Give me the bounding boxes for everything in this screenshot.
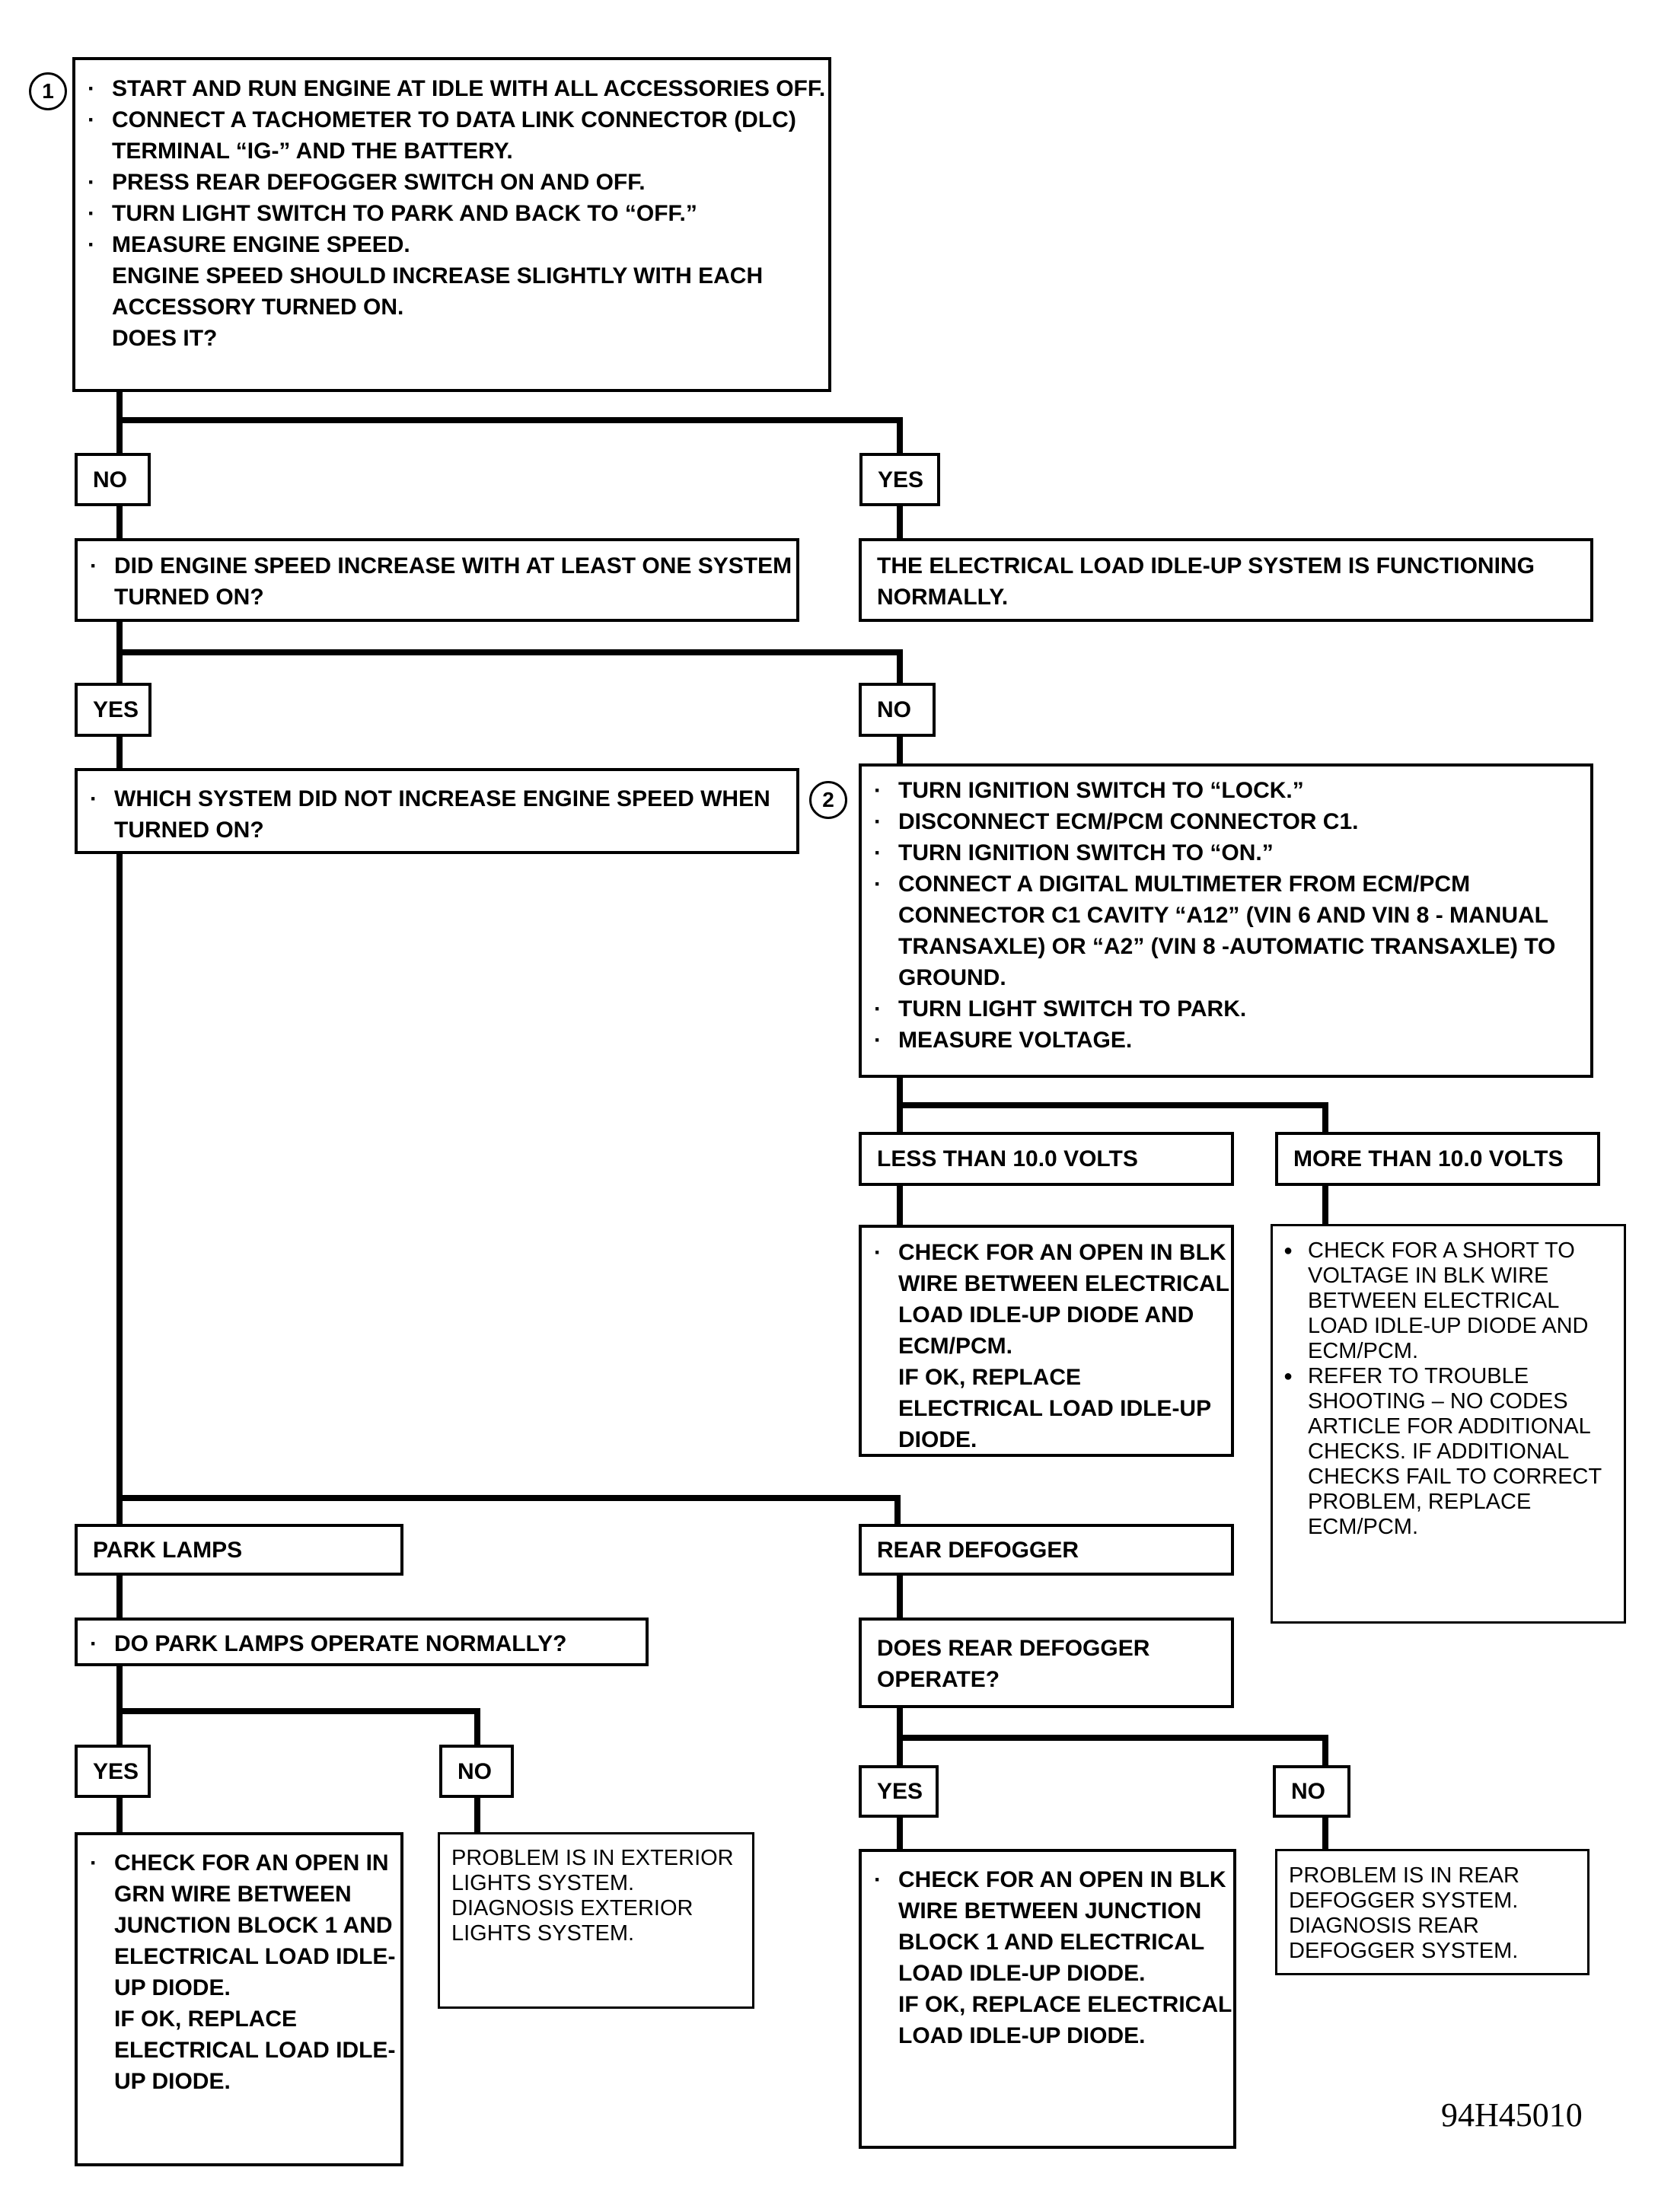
rear-defogger-question-box — [859, 1618, 1234, 1708]
system-normal-box — [859, 538, 1593, 622]
park-lamps-question-box — [75, 1618, 649, 1666]
rear-defogger-problem-text: PROBLEM IS IN REAR DEFOGGER SYSTEM. DIAGNOSIS REAR DEFOGGER SYSTEM. — [1289, 1863, 1519, 1963]
label-no-text: NO — [93, 467, 127, 492]
step-2-item: · TURN IGNITION SWITCH TO “LOCK.” — [862, 775, 1590, 806]
rear-defogger-question: DOES REAR DEFOGGER OPERATE? — [877, 1636, 1150, 1692]
label-yes — [859, 453, 940, 506]
step-2-item: · TURN LIGHT SWITCH TO PARK. — [862, 993, 1590, 1025]
step-2-item: · TURN IGNITION SWITCH TO “ON.” — [862, 837, 1590, 869]
rear-defogger-yes-label — [859, 1765, 939, 1818]
park-lamps-label — [75, 1524, 403, 1576]
park-lamps-no-label — [439, 1745, 514, 1798]
rear-defogger-no-label — [1273, 1765, 1350, 1818]
did-speed-item: · DID ENGINE SPEED INCREASE WITH AT LEAST ONE SYSTEM TURNED ON? — [78, 550, 796, 613]
step-1-marker — [29, 72, 67, 110]
rear-defogger-label-text: REAR DEFOGGER — [877, 1537, 1079, 1563]
park-lamps-yes-label — [75, 1745, 151, 1798]
label-yes-text: YES — [878, 467, 924, 492]
which-system-box — [75, 768, 799, 854]
exterior-lights-problem-box — [438, 1832, 754, 2009]
check-open-blk-item: · CHECK FOR AN OPEN IN BLK WIRE BETWEEN ELECTRICAL LOAD IDLE-UP DIODE AND ECM/PCM. — [862, 1237, 1231, 1362]
rear-defogger-no-text: NO — [1291, 1779, 1325, 1804]
check-open-blk-list — [862, 1237, 1231, 1362]
did-speed-increase-box — [75, 538, 799, 622]
check-open-grn-extra: IF OK, REPLACE ELECTRICAL LOAD IDLE-UP DIODE. — [114, 2006, 396, 2094]
label-less-text: LESS THAN 10.0 VOLTS — [877, 1146, 1138, 1171]
check-open-blk-junction-item: · CHECK FOR AN OPEN IN BLK WIRE BETWEEN JUNCTION BLOCK 1 AND ELECTRICAL LOAD IDLE-UP DIODE. — [862, 1864, 1233, 1989]
step-1-box — [72, 57, 831, 392]
step-1-item: · MEASURE ENGINE SPEED. — [75, 229, 828, 260]
system-normal-text: THE ELECTRICAL LOAD IDLE-UP SYSTEM IS FUNCTIONING NORMALLY. — [877, 553, 1535, 610]
check-open-blk-junction-box — [859, 1849, 1236, 2149]
check-short-item: ● REFER TO TROUBLE SHOOTING – NO CODES ARTICLE FOR ADDITIONAL CHECKS. IF ADDITIONAL CHECKS FAIL TO CORRECT PROBLEM, REPLACE ECM/PCM. — [1273, 1364, 1616, 1540]
label-more-text: MORE THAN 10.0 VOLTS — [1293, 1146, 1564, 1171]
step-1-list — [75, 73, 828, 260]
check-open-grn-list — [78, 1847, 400, 2003]
park-lamps-yes-text: YES — [93, 1758, 139, 1784]
label-no — [75, 453, 151, 506]
step-2-item: · DISCONNECT ECM/PCM CONNECTOR C1. — [862, 806, 1590, 837]
park-lamps-no-text: NO — [458, 1758, 492, 1784]
which-system-list — [78, 783, 796, 846]
figure-code: 94H45010 — [1441, 2096, 1583, 2134]
step-2-number: 2 — [822, 788, 834, 811]
check-open-blk-junction-list — [862, 1864, 1233, 1989]
did-speed-list — [78, 550, 796, 613]
rear-defogger-problem-box — [1275, 1849, 1590, 1975]
step-1-expectation: ENGINE SPEED SHOULD INCREASE SLIGHTLY WITH EACH ACCESSORY TURNED ON. — [112, 263, 764, 320]
park-lamps-question: · DO PARK LAMPS OPERATE NORMALLY? — [78, 1628, 646, 1659]
rear-defogger-label — [859, 1524, 1234, 1576]
label-yes-2 — [75, 683, 151, 737]
step-2-item: · CONNECT A DIGITAL MULTIMETER FROM ECM/PCM CONNECTOR C1 CAVITY “A12” (VIN 6 AND VIN 8 - MANUAL TRANSAXLE) OR “A2” (VIN 8 -AUTOMATIC TRANSAXLE) TO GROUND. — [862, 869, 1590, 993]
label-no-2-text: NO — [877, 697, 911, 722]
check-short-list — [1273, 1238, 1616, 1540]
check-open-grn-box — [75, 1832, 403, 2166]
step-1-item: · CONNECT A TACHOMETER TO DATA LINK CONNECTOR (DLC) TERMINAL “IG-” AND THE BATTERY. — [75, 104, 828, 167]
step-1-question: DOES IT? — [112, 326, 218, 351]
which-system-item: · WHICH SYSTEM DID NOT INCREASE ENGINE SPEED WHEN TURNED ON? — [78, 783, 796, 846]
exterior-lights-problem-text: PROBLEM IS IN EXTERIOR LIGHTS SYSTEM. DIAGNOSIS EXTERIOR LIGHTS SYSTEM. — [451, 1846, 734, 1946]
step-1-item: · PRESS REAR DEFOGGER SWITCH ON AND OFF. — [75, 167, 828, 198]
check-open-grn-item: · CHECK FOR AN OPEN IN GRN WIRE BETWEEN JUNCTION BLOCK 1 AND ELECTRICAL LOAD IDLE-UP DIODE. — [78, 1847, 400, 2003]
label-more-than-10-volts — [1275, 1132, 1600, 1186]
park-lamps-label-text: PARK LAMPS — [93, 1537, 243, 1563]
step-2-item: · MEASURE VOLTAGE. — [862, 1025, 1590, 1056]
check-open-blk-box — [859, 1225, 1234, 1457]
check-open-blk-extra: IF OK, REPLACE ELECTRICAL LOAD IDLE-UP DIODE. — [898, 1365, 1211, 1452]
park-lamps-question-list — [78, 1628, 646, 1659]
step-2-box — [859, 763, 1593, 1078]
check-open-blk-junction-extra: IF OK, REPLACE ELECTRICAL LOAD IDLE-UP DIODE. — [898, 1992, 1232, 2048]
rear-defogger-yes-text: YES — [877, 1779, 923, 1804]
label-yes-2-text: YES — [93, 697, 139, 722]
step-1-item: · START AND RUN ENGINE AT IDLE WITH ALL ACCESSORIES OFF. — [75, 73, 828, 104]
check-short-item: ● CHECK FOR A SHORT TO VOLTAGE IN BLK WIRE BETWEEN ELECTRICAL LOAD IDLE-UP DIODE AND ECM/PCM. — [1273, 1238, 1616, 1364]
step-2-list — [862, 775, 1590, 1056]
step-2-marker — [809, 781, 847, 819]
step-1-item: · TURN LIGHT SWITCH TO PARK AND BACK TO “OFF.” — [75, 198, 828, 229]
label-less-than-10-volts — [859, 1132, 1234, 1186]
step-1-number: 1 — [42, 79, 54, 103]
label-no-2 — [859, 683, 936, 737]
check-short-box — [1271, 1224, 1626, 1624]
